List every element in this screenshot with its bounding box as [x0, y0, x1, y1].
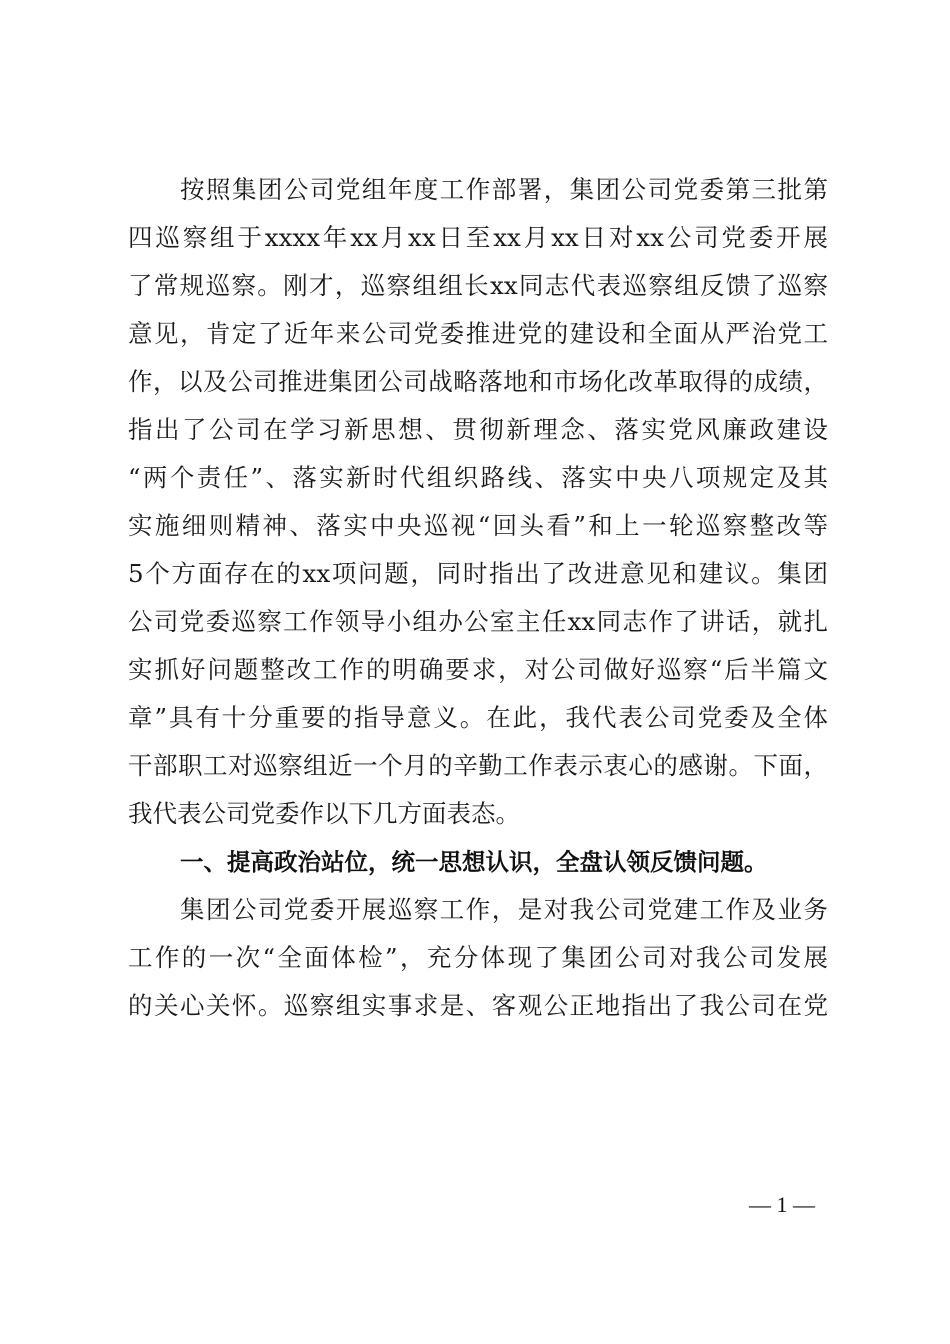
- paragraph-1: [128, 166, 828, 1030]
- paragraph-line: 指出了公司在学习新思想、贯彻新理念、落实党风廉政建设: [128, 415, 828, 444]
- paragraph-line: 5个方面存在的xx项问题，同时指出了改进意见和建议。集团: [128, 559, 828, 588]
- paragraph-line: 按照集团公司党组年度工作部署，集团公司党委第三批第: [180, 175, 828, 204]
- paragraph-line: 章”具有十分重要的指导意义。在此，我代表公司党委及全体: [128, 703, 828, 732]
- paragraph-line: 作，以及公司推进集团公司战略落地和市场化改革取得的成绩，: [128, 367, 828, 396]
- paragraph-line: 实施细则精神、落实中央巡视“回头看”和上一轮巡察整改等: [128, 511, 828, 540]
- page-number: — 1 —: [749, 1192, 815, 1217]
- paragraph-line: 实抓好问题整改工作的明确要求，对公司做好巡察“后半篇文: [128, 655, 828, 684]
- paragraph-line: 意见，肯定了近年来公司党委推进党的建设和全面从严治党工: [128, 319, 828, 348]
- paragraph-line: 公司党委巡察工作领导小组办公室主任xx同志作了讲话，就扎: [128, 607, 828, 636]
- paragraph-line: 的关心关怀。巡察组实事求是、客观公正地指出了我公司在党: [128, 991, 828, 1020]
- paragraph-line: 集团公司党委开展巡察工作，是对我公司党建工作及业务: [180, 895, 828, 924]
- paragraph-line: “两个责任”、落实新时代组织路线、落实中央八项规定及其: [128, 463, 828, 492]
- paragraph-line: 工作的一次“全面体检”，充分体现了集团公司对我公司发展: [128, 943, 828, 972]
- paragraph-line: 干部职工对巡察组近一个月的辛勤工作表示衷心的感谢。下面，: [128, 751, 828, 780]
- section-heading: 一、提高政治站位，统一思想认识，全盘认领反馈问题。: [180, 848, 768, 876]
- paragraph-line: 四巡察组于xxxx年xx月xx日至xx月xx日对xx公司党委开展: [128, 223, 828, 252]
- paragraph-line: 了常规巡察。刚才，巡察组组长xx同志代表巡察组反馈了巡察: [128, 271, 828, 300]
- paragraph-line: 我代表公司党委作以下几方面表态。: [128, 799, 520, 828]
